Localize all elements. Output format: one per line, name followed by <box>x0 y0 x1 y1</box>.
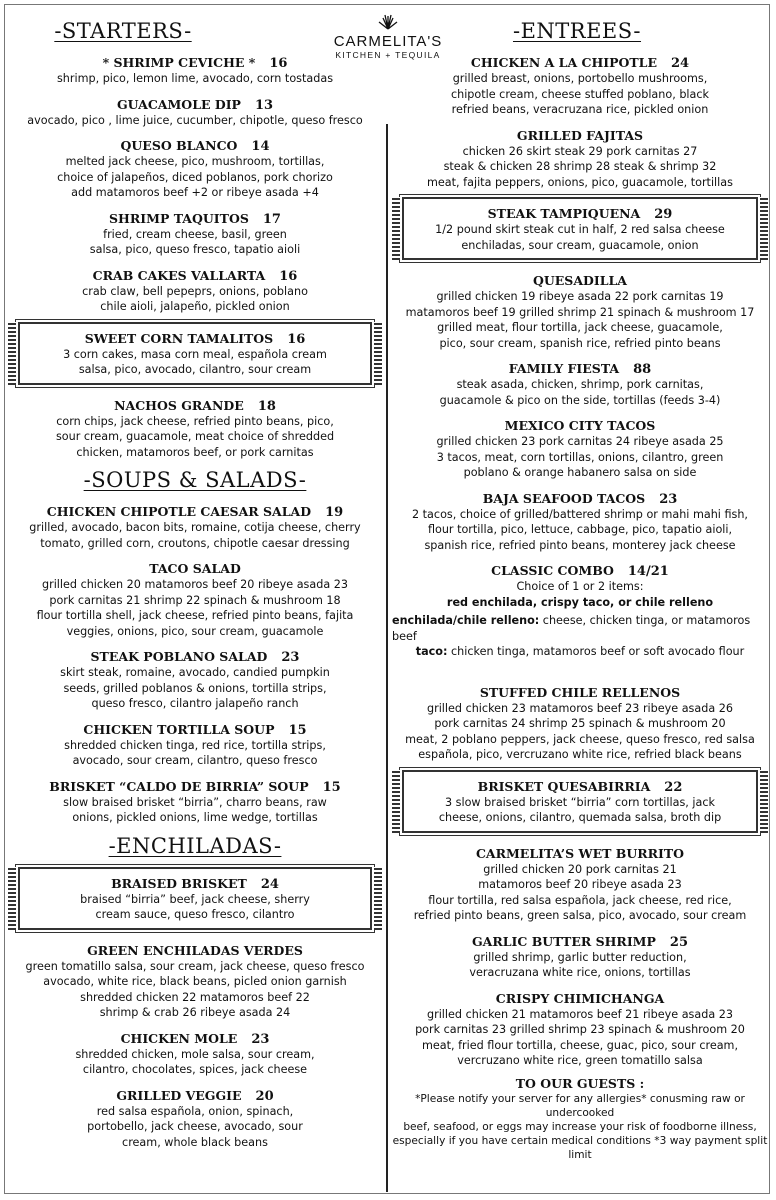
item-desc: 2 tacos, choice of grilled/battered shrimp or mahi mahi fish, flour tortilla, pico, lettuce, cabbage, pico, tapatio aioli, spanish rice, refried pinto beans, monterey jack cheese <box>412 507 748 552</box>
item-price: 16 <box>287 331 306 347</box>
menu-item <box>392 52 768 118</box>
item-desc: shredded chicken tinga, red rice, tortilla strips, avocado, sour cream, cilantro, queso fresco <box>64 738 326 767</box>
right-column <box>392 14 768 1169</box>
item-name: * SHRIMP CEVICHE * <box>102 55 256 70</box>
item-price: 14 <box>251 139 270 154</box>
left-column <box>8 14 382 1157</box>
menu-item <box>8 52 382 87</box>
menu-item <box>392 682 768 763</box>
menu-item <box>8 135 382 201</box>
item-desc: chicken 26 skirt steak 29 pork carnitas 27 steak & chicken 28 shrimp 28 steak & shrimp 32 meat, fajita peppers, onions, pico, guacamole, tortillas <box>427 144 733 189</box>
item-name: SHRIMP TAQUITOS <box>109 210 249 226</box>
item-name: SWEET CORN TAMALITOS <box>84 330 274 346</box>
item-name: CRAB CAKES VALLARTA <box>92 267 266 283</box>
guest-notice-text: *Please notify your server for any allergies* conusming raw or undercooked beef, seafood, or eggs may increase your risk of foodborne illness, especially if you have certain medical conditions *3 way payment split limit <box>392 1092 768 1161</box>
item-price: 88 <box>633 362 652 377</box>
combo-note <box>392 613 768 644</box>
item-desc: steak asada, chicken, shrimp, pork carnitas, guacamole & pico on the side, tortillas (feeds 3-4) <box>439 378 721 407</box>
combo-note-key: taco: <box>415 645 448 658</box>
item-desc: grilled, avocado, bacon bits, romaine, cotija cheese, cherry tomato, grilled corn, croutons, chipotle caesar dressing <box>29 521 361 550</box>
combo-note <box>392 644 768 660</box>
item-price: 15 <box>288 722 307 738</box>
item-price: 22 <box>664 779 683 795</box>
item-desc: skirt steak, romaine, avocado, candied pumpkin seeds, grilled poblanos & onions, tortilla strips, queso fresco, cilantro jalapeño ranch <box>60 666 330 710</box>
item-name: STEAK TAMPIQUENA <box>487 206 641 221</box>
item-price: 24 <box>260 876 279 892</box>
menu-item <box>8 395 382 461</box>
section-soups-salads: -SOUPS & SALADS- <box>83 468 307 492</box>
item-price: 23 <box>251 1031 270 1047</box>
logo-title: CARMELITA'S <box>333 33 443 50</box>
item-price: 20 <box>255 1088 274 1104</box>
item-desc: avocado, pico , lime juice, cucumber, chipotle, queso fresco <box>27 113 363 127</box>
menu-item <box>392 415 768 481</box>
menu-item <box>392 488 768 554</box>
item-name: STUFFED CHILE RELLENOS <box>479 684 681 700</box>
featured-item-box <box>402 197 758 260</box>
item-desc: shredded chicken, mole salsa, sour cream, cilantro, chocolates, spices, jack cheese <box>75 1047 315 1076</box>
item-price: 16 <box>269 56 288 71</box>
item-desc: grilled chicken 20 matamoros beef 20 ribeye asada 23 pork carnitas 21 shrimp 22 spinach & mushroom 18 flour tortilla shell, jack cheese, refried pinto beans, fajita veggies, onions, pico, sour cream, guacamole <box>36 578 354 638</box>
item-name: GARLIC BUTTER SHRIMP <box>472 933 656 949</box>
item-desc: green tomatillo salsa, sour cream, jack cheese, queso fresco avocado, white rice, black beans, picled onion garnish shredded chicken 22 matamoros beef 22 shrimp & crab 26 ribeye asada 24 <box>25 959 365 1019</box>
item-name: MEXICO CITY TACOS <box>504 418 656 433</box>
item-desc: grilled chicken 23 pork carnitas 24 ribeye asada 25 3 tacos, meat, corn tortillas, onions, cilantro, green poblano & orange habanero salsa on side <box>436 435 724 479</box>
menu-item <box>8 501 382 551</box>
item-name: BRISKET “CALDO DE BIRRIA” SOUP <box>49 778 309 794</box>
menu-item <box>8 1085 382 1151</box>
menu-item <box>392 358 768 408</box>
section-enchiladas: -ENCHILADAS- <box>108 833 282 858</box>
combo-note-key: enchilada/chile relleno: <box>392 614 540 627</box>
combo-note-value: cheese, chicken tinga, or matamoros beef <box>392 614 751 643</box>
menu-item <box>392 125 768 191</box>
combo-options: red enchilada, crispy taco, or chile relleno <box>446 595 714 609</box>
item-name: BAJA SEAFOOD TACOS <box>482 490 646 506</box>
item-name: CHICKEN MOLE <box>120 1030 238 1046</box>
item-price: 18 <box>257 398 276 414</box>
item-desc: 3 corn cakes, masa corn meal, española cream salsa, pico, avocado, cilantro, sour cream <box>63 347 327 376</box>
item-desc: grilled chicken 23 matamoros beef 23 ribeye asada 26 pork carnitas 24 shrimp 25 spinach & mushroom 20 meat, 2 poblano peppers, jack cheese, queso fresco, red salsa española, pico, vercruzano white rice, refried black beans <box>405 701 755 761</box>
item-price: 16 <box>279 268 298 284</box>
column-divider <box>386 124 388 1192</box>
featured-item-box <box>18 322 372 385</box>
item-price: 14/21 <box>627 564 669 579</box>
item-name: STEAK POBLANO SALAD <box>90 649 268 664</box>
item-price: 15 <box>322 779 341 795</box>
item-price: 25 <box>669 934 688 950</box>
item-name: NACHOS GRANDE <box>114 397 244 413</box>
item-desc: melted jack cheese, pico, mushroom, tortillas, choice of jalapeños, diced poblanos, pork chorizo add matamoros beef +2 or ribeye asada +4 <box>57 155 333 199</box>
item-name: CLASSIC COMBO <box>491 563 614 578</box>
menu-item <box>392 988 768 1069</box>
item-price: 29 <box>654 207 673 222</box>
item-desc: red salsa española, onion, spinach, portobello, jack cheese, avocado, sour cream, whole black beans <box>87 1104 303 1149</box>
menu-item <box>8 719 382 769</box>
item-name: BRAISED BRISKET <box>111 875 247 891</box>
item-name: CARMELITA’S WET BURRITO <box>475 845 685 861</box>
item-price: 19 <box>325 505 344 520</box>
item-name: GRILLED VEGGIE <box>116 1087 242 1103</box>
item-desc: 3 slow braised brisket “birria” corn tortillas, jack cheese, onions, cilantro, quemada salsa, broth dip <box>438 795 722 824</box>
item-desc: shrimp, pico, lemon lime, avocado, corn tostadas <box>56 72 334 85</box>
item-desc: grilled breast, onions, portobello mushrooms, chipotle cream, cheese stuffed poblano, black refried beans, veracruzana rice, pickled onion <box>450 72 710 116</box>
featured-item-box <box>18 867 372 930</box>
item-desc: 1/2 pound skirt steak cut in half, 2 red salsa cheese enchiladas, sour cream, guacamole, onion <box>435 223 725 252</box>
item-name: FAMILY FIESTA <box>508 361 620 376</box>
item-desc: fried, cream cheese, basil, green salsa, pico, queso fresco, tapatio aioli <box>89 227 301 256</box>
item-desc: slow braised brisket “birria”, charro beans, raw onions, pickled onions, lime wedge, tortillas <box>63 795 327 824</box>
menu-item <box>8 1028 382 1078</box>
guest-notice-title: TO OUR GUESTS : <box>515 1075 645 1091</box>
item-desc: grilled chicken 21 matamoros beef 21 ribeye asada 23 pork carnitas 23 grilled shrimp 23 spinach & mushroom 20 meat, fried flour tortilla, cheese, guac, pico, sour cream, vercruzano white rice, green tomatillo salsa <box>415 1007 745 1067</box>
item-price: 13 <box>254 97 274 113</box>
menu-item <box>8 940 382 1021</box>
item-name: CHICKEN TORTILLA SOUP <box>83 721 275 737</box>
item-price: 23 <box>659 491 678 507</box>
featured-item-box <box>402 770 758 833</box>
item-name: GRILLED FAJITAS <box>516 127 644 143</box>
guest-notice <box>392 1076 768 1162</box>
logo-subtitle: KITCHEN + TEQUILA <box>335 50 441 60</box>
menu-item <box>8 94 382 129</box>
item-name: CHICKEN A LA CHIPOTLE <box>470 55 658 70</box>
item-name: BRISKET QUESABIRRIA <box>477 778 651 794</box>
item-name: CRISPY CHIMICHANGA <box>495 990 665 1006</box>
item-desc: corn chips, jack cheese, refried pinto beans, pico, sour cream, guacamole, meat choice of shredded chicken, matamoros beef, or pork carnitas <box>55 414 335 459</box>
item-desc: grilled chicken 19 ribeye asada 22 pork carnitas 19 matamoros beef 19 grilled shrimp 21 spinach & mushroom 17 grilled meat, flour tortilla, jack cheese, guacamole, pico, sour cream, spanish rice, refried pinto beans <box>405 290 755 350</box>
item-desc: grilled chicken 20 pork carnitas 21 matamoros beef 20 ribeye asada 23 flour tortilla, red salsa española, jack cheese, red rice, refried pinto beans, green salsa, pico, avocado, sour cream <box>413 862 747 922</box>
item-price: 24 <box>671 56 690 71</box>
item-name: GREEN ENCHILADAS VERDES <box>87 942 303 958</box>
menu-item <box>392 931 768 981</box>
item-desc: Choice of 1 or 2 items: <box>516 580 644 593</box>
menu-item <box>8 776 382 826</box>
menu-item <box>392 843 768 924</box>
item-name: CHICKEN CHIPOTLE CAESAR SALAD <box>46 504 312 519</box>
item-price: 23 <box>281 650 300 665</box>
menu-item <box>392 560 768 660</box>
item-name: QUESADILLA <box>532 273 627 288</box>
item-desc: grilled shrimp, garlic butter reduction, veracruzana white rice, onions, tortillas <box>469 950 691 979</box>
menu-item <box>392 270 768 351</box>
item-name: QUESO BLANCO <box>120 138 238 153</box>
menu-item <box>8 208 382 258</box>
menu-item <box>8 265 382 315</box>
item-name: GUACAMOLE DIP <box>116 96 241 112</box>
menu-item <box>8 558 382 639</box>
item-name: TACO SALAD <box>149 561 241 576</box>
section-starters: -STARTERS- <box>54 19 192 43</box>
combo-note-value: chicken tinga, matamoros beef or soft avocado flour <box>447 645 745 658</box>
section-entrees: -ENTREES- <box>512 19 642 43</box>
item-desc: crab claw, bell pepeprs, onions, poblano chile aioli, jalapeño, pickled onion <box>82 284 308 313</box>
item-desc: braised “birria” beef, jack cheese, sherry cream sauce, queso fresco, cilantro <box>80 892 310 921</box>
menu-item <box>8 646 382 712</box>
item-price: 17 <box>262 211 281 227</box>
